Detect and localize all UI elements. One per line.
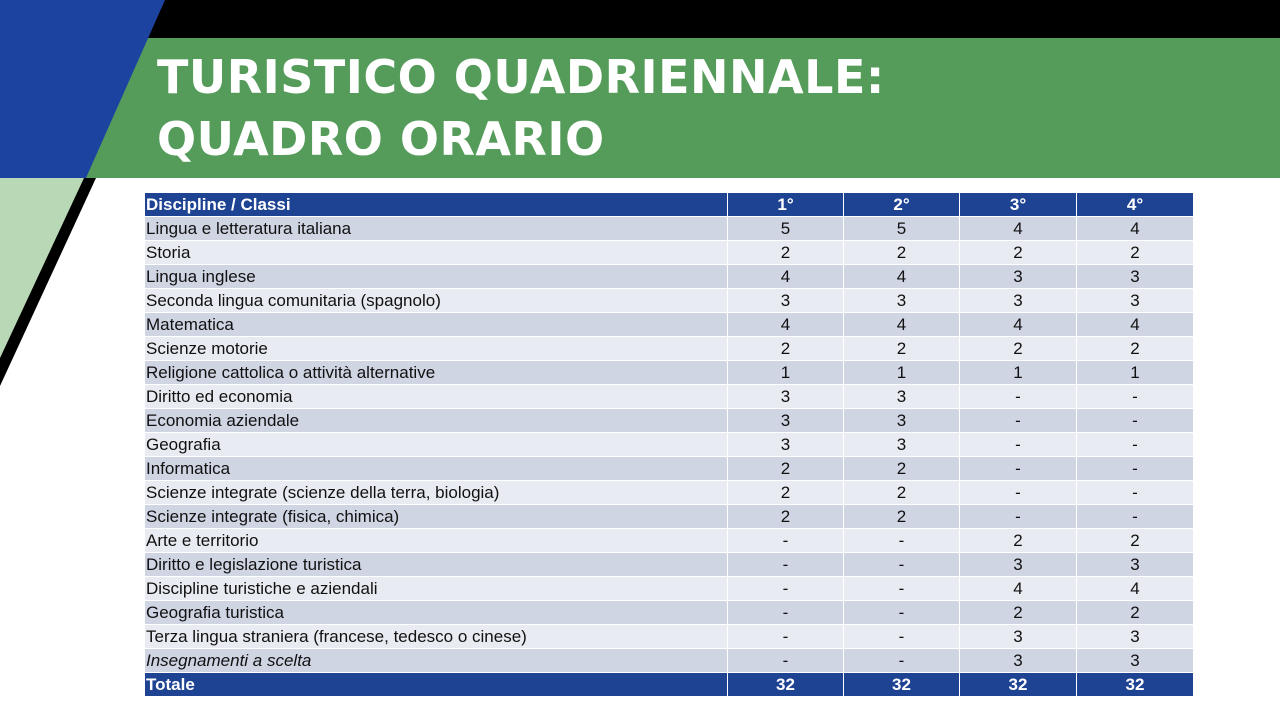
- hours-year-2: 2: [844, 337, 960, 361]
- hours-year-4: -: [1077, 385, 1194, 409]
- hours-year-2: 4: [844, 265, 960, 289]
- title-line-1: TURISTICO QUADRIENNALE:: [157, 50, 885, 104]
- hours-year-4: 4: [1077, 217, 1194, 241]
- subject-cell: Scienze integrate (fisica, chimica): [145, 505, 728, 529]
- hours-year-3: 3: [960, 649, 1077, 673]
- subject-cell: Religione cattolica o attività alternative: [145, 361, 728, 385]
- hours-year-4: -: [1077, 457, 1194, 481]
- hours-year-1: 2: [728, 481, 844, 505]
- hours-year-4: -: [1077, 433, 1194, 457]
- hours-year-4: 3: [1077, 553, 1194, 577]
- hours-year-2: 2: [844, 481, 960, 505]
- subject-cell: Diritto ed economia: [145, 385, 728, 409]
- table-row: [145, 457, 1194, 481]
- hours-year-1: -: [728, 529, 844, 553]
- hours-year-1: 3: [728, 385, 844, 409]
- hours-year-2: -: [844, 577, 960, 601]
- hours-year-1: 3: [728, 433, 844, 457]
- subject-cell: Geografia: [145, 433, 728, 457]
- hours-year-3: -: [960, 481, 1077, 505]
- hours-year-2: 3: [844, 289, 960, 313]
- hours-year-2: -: [844, 625, 960, 649]
- table-row: [145, 505, 1194, 529]
- hours-year-4: 4: [1077, 577, 1194, 601]
- header-year-2: 2°: [844, 193, 960, 217]
- subject-cell: Economia aziendale: [145, 409, 728, 433]
- header-year-3: 3°: [960, 193, 1077, 217]
- hours-year-2: -: [844, 601, 960, 625]
- table-row: [145, 289, 1194, 313]
- subject-cell: Informatica: [145, 457, 728, 481]
- hours-year-4: 2: [1077, 529, 1194, 553]
- hours-year-1: 1: [728, 361, 844, 385]
- hours-year-1: -: [728, 577, 844, 601]
- table-row: [145, 625, 1194, 649]
- hours-year-4: 1: [1077, 361, 1194, 385]
- hours-year-3: 3: [960, 265, 1077, 289]
- hours-year-2: 4: [844, 313, 960, 337]
- hours-year-1: -: [728, 601, 844, 625]
- hours-year-2: 3: [844, 409, 960, 433]
- hours-year-1: 2: [728, 457, 844, 481]
- table-row: [145, 601, 1194, 625]
- hours-year-3: 4: [960, 217, 1077, 241]
- subject-cell: Storia: [145, 241, 728, 265]
- header-year-1: 1°: [728, 193, 844, 217]
- subject-cell: Seconda lingua comunitaria (spagnolo): [145, 289, 728, 313]
- hours-year-2: 3: [844, 385, 960, 409]
- subject-cell: Insegnamenti a scelta: [145, 649, 728, 673]
- subject-cell: Matematica: [145, 313, 728, 337]
- hours-year-4: 2: [1077, 601, 1194, 625]
- hours-year-3: 2: [960, 241, 1077, 265]
- hours-year-4: 4: [1077, 313, 1194, 337]
- table-row: [145, 553, 1194, 577]
- subject-cell: Diritto e legislazione turistica: [145, 553, 728, 577]
- hours-year-1: 4: [728, 265, 844, 289]
- hours-year-4: 3: [1077, 265, 1194, 289]
- hours-year-4: 3: [1077, 649, 1194, 673]
- total-year-1: 32: [728, 673, 844, 697]
- hours-year-1: 3: [728, 289, 844, 313]
- hours-year-4: -: [1077, 481, 1194, 505]
- subject-cell: Scienze motorie: [145, 337, 728, 361]
- hours-year-2: -: [844, 529, 960, 553]
- table-row: [145, 577, 1194, 601]
- hours-year-3: -: [960, 505, 1077, 529]
- hours-year-3: 3: [960, 553, 1077, 577]
- header-subject: Discipline / Classi: [145, 193, 728, 217]
- table-row: [145, 529, 1194, 553]
- hours-year-3: 2: [960, 601, 1077, 625]
- table-row: [145, 265, 1194, 289]
- subject-cell: Discipline turistiche e aziendali: [145, 577, 728, 601]
- hours-year-3: 2: [960, 337, 1077, 361]
- hours-year-2: 2: [844, 457, 960, 481]
- table-row: [145, 361, 1194, 385]
- title-line-2: QUADRO ORARIO: [157, 112, 605, 166]
- hours-year-3: 3: [960, 625, 1077, 649]
- total-year-3: 32: [960, 673, 1077, 697]
- hours-year-3: -: [960, 457, 1077, 481]
- header-year-4: 4°: [1077, 193, 1194, 217]
- slide-title: [157, 46, 885, 170]
- table-row: [145, 217, 1194, 241]
- hours-year-3: -: [960, 385, 1077, 409]
- hours-year-4: -: [1077, 505, 1194, 529]
- hours-year-3: -: [960, 409, 1077, 433]
- hours-year-2: 2: [844, 505, 960, 529]
- hours-year-1: -: [728, 625, 844, 649]
- hours-year-2: 1: [844, 361, 960, 385]
- hours-year-4: 2: [1077, 337, 1194, 361]
- total-year-4: 32: [1077, 673, 1194, 697]
- subject-cell: Lingua e letteratura italiana: [145, 217, 728, 241]
- hours-year-2: -: [844, 553, 960, 577]
- subject-cell: Lingua inglese: [145, 265, 728, 289]
- subject-cell: Terza lingua straniera (francese, tedesco o cinese): [145, 625, 728, 649]
- hours-year-3: 3: [960, 289, 1077, 313]
- hours-year-3: 1: [960, 361, 1077, 385]
- hours-year-2: 3: [844, 433, 960, 457]
- table-row: [145, 433, 1194, 457]
- hours-year-2: -: [844, 649, 960, 673]
- hours-year-3: 4: [960, 313, 1077, 337]
- hours-year-1: 4: [728, 313, 844, 337]
- hours-year-1: -: [728, 649, 844, 673]
- hours-year-2: 2: [844, 241, 960, 265]
- table-row: [145, 409, 1194, 433]
- table-row: [145, 241, 1194, 265]
- hours-year-3: 4: [960, 577, 1077, 601]
- hours-year-4: 3: [1077, 289, 1194, 313]
- hours-year-1: 2: [728, 505, 844, 529]
- hours-year-4: -: [1077, 409, 1194, 433]
- table-row: [145, 313, 1194, 337]
- hours-year-4: 3: [1077, 625, 1194, 649]
- top-black-band: [0, 0, 1280, 38]
- table-header-row: [145, 193, 1194, 217]
- timetable-table: [144, 192, 1194, 697]
- hours-year-1: 2: [728, 241, 844, 265]
- table-row: [145, 337, 1194, 361]
- hours-year-1: 5: [728, 217, 844, 241]
- subject-cell: Arte e territorio: [145, 529, 728, 553]
- hours-year-4: 2: [1077, 241, 1194, 265]
- subject-cell: Geografia turistica: [145, 601, 728, 625]
- table-row: [145, 649, 1194, 673]
- subject-cell: Scienze integrate (scienze della terra, biologia): [145, 481, 728, 505]
- hours-year-3: -: [960, 433, 1077, 457]
- hours-year-1: 3: [728, 409, 844, 433]
- table-total-row: [145, 673, 1194, 697]
- hours-year-1: 2: [728, 337, 844, 361]
- total-label: Totale: [145, 673, 728, 697]
- hours-year-1: -: [728, 553, 844, 577]
- total-year-2: 32: [844, 673, 960, 697]
- hours-year-3: 2: [960, 529, 1077, 553]
- table-row: [145, 481, 1194, 505]
- hours-year-2: 5: [844, 217, 960, 241]
- table-row: [145, 385, 1194, 409]
